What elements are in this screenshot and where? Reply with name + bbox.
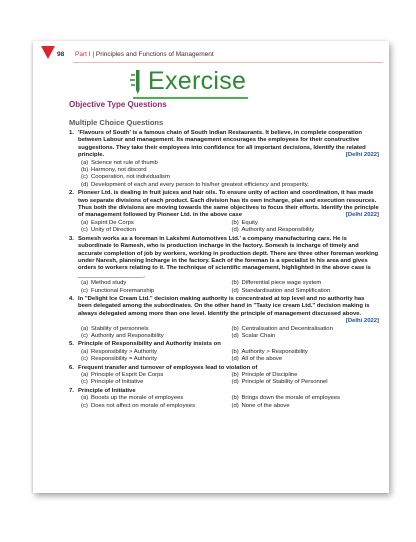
option-text: Differential piece wage system [241, 280, 322, 287]
option [229, 333, 380, 340]
option-text: Scalar Chain [241, 332, 276, 339]
option-text: Boosts up the morale of employees [91, 395, 184, 402]
question-number: 1. [69, 130, 74, 136]
options [78, 372, 379, 387]
header-title: Principles and Functions of Management [95, 51, 214, 58]
option-text: Equity [241, 219, 258, 226]
option-text: Does not affect on morale of employees [91, 402, 196, 409]
question-text: Somesh works as a foreman in Lakshmi Automotives Ltd.' a company manufacturing cars. He is subordinate to Ramesh, who is production incharge in the factory. Somesh is incharge of timely and accurate completion of job by workers, working in production deptt. There are three other foreman working under Naresh, planning Incharge in the factory. Each of the foreman is a specialist in his area and gives orders to workers relating to it. The technique of scientific management, highlighted in the above case is [78, 235, 379, 272]
option-letter: (d) [231, 379, 239, 386]
pencil-icon [129, 69, 147, 95]
option-text: Unity of Direction [91, 227, 136, 234]
question-number: 4. [69, 295, 74, 302]
header-text: Part I | Principles and Functions of Management [75, 51, 214, 58]
question-item [69, 388, 379, 410]
option-letter: (d) [231, 227, 239, 234]
option-text: Authority and Responsibility [91, 332, 164, 339]
option-text: None of the above [241, 402, 290, 409]
option-letter: (d) [231, 332, 239, 339]
option [229, 356, 380, 363]
option-letter: (a) [81, 219, 89, 226]
question-source: [Delhi 2022] [345, 152, 379, 159]
option [78, 288, 229, 295]
option-letter: (c) [81, 174, 88, 181]
question-source: [Delhi 2022] [345, 212, 379, 219]
option-text: Principle of Initiative [91, 379, 144, 386]
option [229, 227, 380, 234]
question-list [69, 130, 379, 411]
option [78, 395, 229, 402]
option [229, 288, 380, 295]
question-number: 3. [69, 235, 74, 242]
option-letter: (a) [81, 348, 89, 355]
option-text: Standardisation and Simplification [241, 287, 331, 294]
question-item [69, 296, 379, 340]
section-title: Objective Type Questions [69, 100, 167, 109]
question-item [69, 365, 379, 387]
question-item [69, 130, 379, 189]
book-page [33, 41, 389, 493]
options [78, 395, 379, 410]
option-letter: (c) [81, 332, 88, 339]
option-letter: (b) [231, 348, 239, 355]
option [78, 167, 379, 174]
question-number: 7. [69, 387, 74, 394]
option-letter: (c) [81, 379, 88, 386]
option [78, 280, 229, 287]
option-text: Principle of Stability of Personnel [241, 379, 328, 386]
option [229, 372, 380, 379]
option-letter: (b) [81, 167, 89, 174]
option-letter: (a) [81, 280, 89, 287]
options [78, 280, 379, 295]
option [78, 372, 229, 379]
header-part: Part I [75, 51, 91, 58]
option-letter: (d) [81, 181, 89, 188]
option [78, 220, 229, 227]
option [78, 379, 229, 386]
option-letter: (c) [81, 227, 88, 234]
option-text: Science not rule of thumb [91, 159, 158, 166]
question-item [69, 236, 379, 295]
page-corner-triangle [41, 46, 55, 59]
option-text: Principle of Discipline [241, 371, 298, 378]
question-text: In "Delight Ice Cream Ltd." decision making authority is concentrated at top level and no authority has been delegated among the subordinates. On the other hand in "Tasty ice cream Ltd." decision making is always delegated among more than one level. Identify the principle of management discussed above. [78, 295, 370, 317]
option-letter: (b) [231, 371, 239, 378]
option-text: Brings down the morale of employees [241, 395, 341, 402]
option-text: Development of each and every person to his/her greatest efficiency and prosperity. [91, 181, 309, 188]
option-text: Stability of personnels [91, 325, 149, 332]
option-letter: (b) [231, 280, 239, 287]
page-header [33, 49, 389, 61]
question-text: Pioneer Ltd. is dealing in fruit juices and hair oils. To ensure unity of action and coordination, it has made two separate divisions of each product. Each division has its own incharge, plan and execution resources. Thus both the divisions are moving towards the same objectives to focus their efforts. Identify the principle of management followed by Pioneer Ltd. in the above case [78, 190, 379, 219]
option-text: Authority > Responsibility [241, 348, 308, 355]
option-letter: (b) [231, 325, 239, 332]
subsection-title: Multiple Choice Questions [69, 118, 164, 127]
option [229, 280, 380, 287]
options [78, 160, 379, 190]
option-letter: (d) [231, 356, 239, 363]
option-letter: (a) [81, 159, 89, 166]
option-text: All of the above [241, 356, 283, 363]
question-text: Principle of Responsibility and Authority insists on [78, 341, 221, 348]
option-text: Espirit De Corps [91, 219, 134, 226]
question-text: Principle of Initiative [78, 387, 136, 394]
option [78, 174, 379, 181]
option-text: Responsibility > Authority [91, 348, 157, 355]
option [229, 395, 380, 402]
option-text: Authority and Responsibility [241, 227, 315, 234]
option-letter: (a) [81, 395, 89, 402]
question-number: 5. [69, 341, 74, 348]
question-item [69, 341, 379, 363]
option [229, 326, 380, 333]
option-text: Harmony, not discord [91, 167, 147, 174]
option-letter: (d) [231, 287, 239, 294]
option [229, 349, 380, 356]
option [78, 403, 229, 410]
option-text: Method study [91, 280, 127, 287]
question-text: 'Flavours of South' is a famous chain of South Indian Restaurants. It believe, in complete cooperation between Labour and management. Its management encourages the employees for their constructive suggestions. They take their employees into confidence for all important decisions, Identify the related principle. [78, 130, 366, 159]
option-text: Responsibility = Authority [91, 356, 157, 363]
answer-blank: ____________________. [78, 272, 146, 279]
option [229, 220, 380, 227]
options [78, 220, 379, 235]
option-letter: (c) [81, 356, 88, 363]
option-letter: (c) [81, 287, 88, 294]
options [78, 326, 379, 341]
question-number: 6. [69, 364, 74, 371]
option-letter: (b) [231, 219, 239, 226]
option-letter: (b) [231, 395, 239, 402]
option [78, 227, 229, 234]
option [78, 356, 229, 363]
option-text: Functional Foremanship [91, 287, 155, 294]
question-number: 2. [69, 190, 74, 197]
option [78, 349, 229, 356]
option-letter: (a) [81, 371, 89, 378]
header-divider [73, 62, 383, 63]
question-source: [Delhi 2022] [345, 318, 379, 325]
option [78, 182, 379, 189]
option-letter: (a) [81, 325, 89, 332]
options [78, 349, 379, 364]
heading-underline [133, 97, 248, 99]
option-text: Centralisation and Decentralisation [241, 325, 333, 332]
option [229, 403, 380, 410]
question-text: Frequent transfer and turnover of employees lead to violation of [78, 364, 258, 371]
option-text: Cooperation, not individualism [91, 174, 170, 181]
exercise-heading: Exercise [148, 67, 247, 95]
option [229, 379, 380, 386]
option [78, 160, 379, 167]
option-letter: (c) [81, 402, 88, 409]
page-number: 98 [57, 51, 65, 58]
option-letter: (d) [231, 402, 239, 409]
option-text: Principle of Esprit De Corps [91, 371, 164, 378]
question-item [69, 190, 379, 234]
option [78, 333, 229, 340]
option [78, 326, 229, 333]
